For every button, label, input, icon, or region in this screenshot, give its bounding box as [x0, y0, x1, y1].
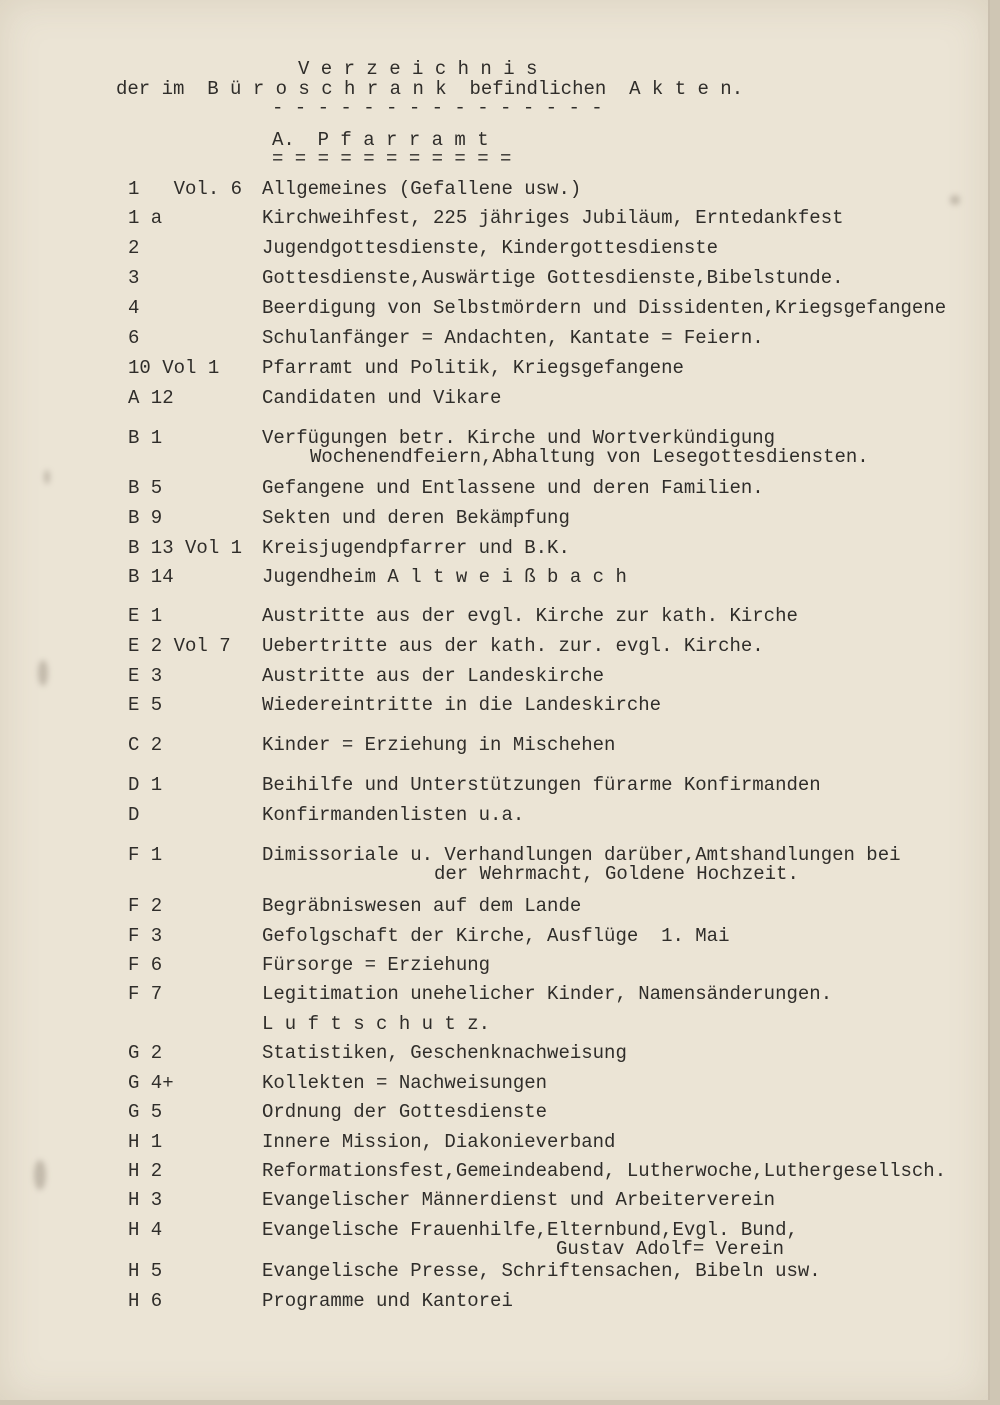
heading-line-2: der im B ü r o s c h r a n k befindlichen A k t e n.	[116, 78, 744, 100]
file-code: 10 Vol 1	[128, 357, 220, 379]
file-title: Gefangene und Entlassene und deren Familien.	[262, 477, 764, 499]
file-title: Verfügungen betr. Kirche und Wortverkündigung	[262, 427, 776, 449]
file-title: Evangelischer Männerdienst und Arbeiterverein	[262, 1189, 776, 1211]
file-code: H 6	[128, 1290, 163, 1312]
file-title: Programme und Kantorei	[262, 1290, 513, 1312]
file-code: 4	[128, 297, 140, 319]
file-code: F 3	[128, 925, 163, 947]
file-title: Dimissoriale u. Verhandlungen darüber,Amtshandlungen bei	[262, 844, 901, 866]
file-title: Statistiken, Geschenknachweisung	[262, 1042, 627, 1064]
file-code: G 2	[128, 1042, 163, 1064]
paper-stain	[38, 660, 48, 686]
heading-underline: - - - - - - - - - - - - - - -	[272, 97, 603, 119]
section-underline: = = = = = = = = = = =	[272, 148, 512, 170]
file-code: B 13 Vol 1	[128, 537, 243, 559]
file-title: Wiedereintritte in die Landeskirche	[262, 694, 662, 716]
file-code: 1 a	[128, 207, 163, 229]
file-title: Jugendgottesdienste, Kindergottesdienste	[262, 237, 719, 259]
file-code: H 1	[128, 1131, 163, 1153]
file-code: B 9	[128, 507, 163, 529]
file-title: Austritte aus der Landeskirche	[262, 665, 605, 687]
file-code: H 2	[128, 1160, 163, 1182]
file-title: Pfarramt und Politik, Kriegsgefangene	[262, 357, 684, 379]
file-code: 3	[128, 267, 140, 289]
file-code: F 7	[128, 983, 163, 1005]
file-title: Kollekten = Nachweisungen	[262, 1072, 548, 1094]
file-title: Kreisjugendpfarrer und B.K.	[262, 537, 570, 559]
paper-stain	[44, 470, 50, 484]
file-title: Beihilfe und Unterstützungen fürarme Konfirmanden	[262, 774, 821, 796]
file-code: F 1	[128, 844, 163, 866]
file-title: Uebertritte aus der kath. zur. evgl. Kirche.	[262, 635, 764, 657]
file-title: Candidaten und Vikare	[262, 387, 502, 409]
file-code: D	[128, 804, 140, 826]
file-code: F 2	[128, 895, 163, 917]
file-title: Begräbniswesen auf dem Lande	[262, 895, 582, 917]
file-code: 2	[128, 237, 140, 259]
section-title: A. P f a r r a m t	[272, 129, 489, 151]
file-code: D 1	[128, 774, 163, 796]
file-title: Austritte aus der evgl. Kirche zur kath. Kirche	[262, 605, 798, 627]
file-title: L u f t s c h u t z.	[262, 1013, 491, 1035]
file-title: Jugendheim A l t w e i ß b a c h	[262, 566, 627, 588]
file-code: H 5	[128, 1260, 163, 1282]
file-title-continuation: Gustav Adolf= Verein	[556, 1238, 785, 1260]
paper-stain	[34, 1160, 46, 1190]
file-title: Beerdigung von Selbstmördern und Dissidenten,Kriegsgefangene	[262, 297, 947, 319]
file-code: C 2	[128, 734, 163, 756]
file-title: Ordnung der Gottesdienste	[262, 1101, 548, 1123]
file-code: G 5	[128, 1101, 163, 1123]
file-title: Sekten und deren Bekämpfung	[262, 507, 570, 529]
file-title: Evangelische Frauenhilfe,Elternbund,Evgl. Bund,	[262, 1219, 798, 1241]
file-code: B 1	[128, 427, 163, 449]
file-title: Legitimation unehelicher Kinder, Namensänderungen.	[262, 983, 833, 1005]
file-code: E 3	[128, 665, 163, 687]
file-title: Gottesdienste,Auswärtige Gottesdienste,Bibelstunde.	[262, 267, 844, 289]
file-code: H 3	[128, 1189, 163, 1211]
file-code: A 12	[128, 387, 174, 409]
paper-stain	[950, 195, 960, 205]
file-title: Reformationsfest,Gemeindeabend, Lutherwoche,Luthergesellsch.	[262, 1160, 947, 1182]
file-title: Schulanfänger = Andachten, Kantate = Feiern.	[262, 327, 764, 349]
file-code: 6	[128, 327, 140, 349]
file-title: Konfirmandenlisten u.a.	[262, 804, 525, 826]
file-code: E 2 Vol 7	[128, 635, 231, 657]
file-title: Kinder = Erziehung in Mischehen	[262, 734, 616, 756]
heading-line-1: V e r z e i c h n i s	[298, 58, 538, 80]
file-code: B 14	[128, 566, 174, 588]
file-title: Evangelische Presse, Schriftensachen, Bibeln usw.	[262, 1260, 821, 1282]
file-code: E 1	[128, 605, 163, 627]
file-code: H 4	[128, 1219, 163, 1241]
file-title: Gefolgschaft der Kirche, Ausflüge 1. Mai	[262, 925, 730, 947]
file-code: 1 Vol. 6	[128, 178, 243, 200]
file-code: E 5	[128, 694, 163, 716]
file-title: Innere Mission, Diakonieverband	[262, 1131, 616, 1153]
file-code: B 5	[128, 477, 163, 499]
file-title: Allgemeines (Gefallene usw.)	[262, 178, 582, 200]
file-title: Fürsorge = Erziehung	[262, 954, 491, 976]
file-code: G 4+	[128, 1072, 174, 1094]
file-title: Kirchweihfest, 225 jähriges Jubiläum, Erntedankfest	[262, 207, 844, 229]
file-title-continuation: Wochenendfeiern,Abhaltung von Lesegottesdiensten.	[310, 446, 869, 468]
file-title-continuation: der Wehrmacht, Goldene Hochzeit.	[434, 863, 799, 885]
file-code: F 6	[128, 954, 163, 976]
